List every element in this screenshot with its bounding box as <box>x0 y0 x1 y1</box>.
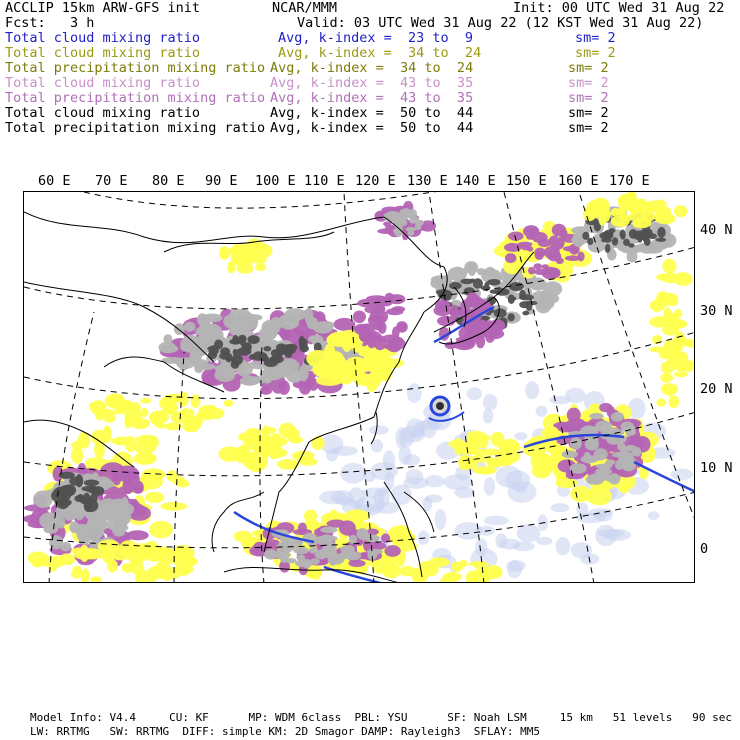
legend-smoothing: sm= 2 <box>568 90 609 106</box>
high-cloud-light-patch <box>264 549 277 560</box>
low-cloud-patch <box>158 546 170 557</box>
high-cloud-light-patch <box>584 431 597 443</box>
high-cloud-light-patch <box>602 463 611 471</box>
legend-row <box>5 76 740 91</box>
mid-cloud-patch <box>567 408 581 422</box>
latitude-label: 10 N <box>700 460 733 476</box>
high-cloud-light-patch <box>33 491 53 508</box>
high-cloud-light-patch <box>589 413 603 419</box>
legend-smoothing: sm= 2 <box>575 30 616 46</box>
legend-kindex-range: Avg, k-index = 43 to 35 <box>270 75 474 91</box>
latitude-label: 30 N <box>700 303 733 319</box>
light-blue-patch <box>495 533 507 548</box>
low-cloud-patch <box>112 437 133 446</box>
high-cloud-dark-patch <box>90 493 97 503</box>
high-cloud-light-patch <box>322 536 337 542</box>
legend-smoothing: sm= 2 <box>575 45 616 61</box>
low-cloud-patch <box>667 349 681 361</box>
high-cloud-light-patch <box>621 459 636 471</box>
high-cloud-dark-patch <box>84 480 99 487</box>
low-cloud-patch <box>382 564 401 578</box>
high-cloud-light-patch <box>626 248 640 254</box>
mid-cloud-patch <box>533 269 550 275</box>
light-blue-patch <box>326 449 338 462</box>
high-cloud-dark-patch <box>264 346 272 351</box>
low-cloud-patch <box>656 273 671 280</box>
high-cloud-dark-patch <box>231 360 240 369</box>
light-blue-patch <box>340 463 366 484</box>
low-cloud-patch <box>174 565 194 574</box>
longitude-label: 100 E <box>255 173 296 189</box>
legend-field-name: Total precipitation mixing ratio <box>5 60 266 76</box>
light-blue-patch <box>454 522 482 540</box>
low-cloud-patch <box>674 205 687 217</box>
low-cloud-patch <box>614 209 624 215</box>
high-cloud-dark-patch <box>599 232 613 240</box>
high-cloud-light-patch <box>197 313 207 326</box>
low-cloud-patch <box>468 561 489 567</box>
mid-cloud-patch <box>558 236 565 248</box>
low-cloud-patch <box>98 540 120 553</box>
high-cloud-dark-patch <box>487 279 500 285</box>
low-cloud-patch <box>205 405 217 415</box>
high-cloud-light-patch <box>262 375 271 383</box>
legend-smoothing: sm= 2 <box>568 60 609 76</box>
low-cloud-patch <box>543 456 556 472</box>
low-cloud-patch <box>72 566 82 575</box>
high-cloud-light-patch <box>49 535 63 549</box>
light-blue-patch <box>588 508 613 517</box>
mid-cloud-patch <box>327 520 346 528</box>
legend-row <box>5 31 740 46</box>
high-cloud-light-patch <box>593 448 607 460</box>
high-cloud-light-patch <box>417 220 424 226</box>
mid-cloud-patch <box>521 245 531 250</box>
low-cloud-patch <box>260 437 271 448</box>
low-cloud-patch <box>245 454 257 468</box>
mid-cloud-patch <box>374 335 387 350</box>
light-blue-patch <box>475 539 488 557</box>
forecast-label: Fcst: <box>5 15 46 31</box>
mid-cloud-patch <box>577 252 584 262</box>
light-blue-patch <box>483 394 498 411</box>
high-cloud-light-patch <box>230 309 251 319</box>
physics-info-line: LW: RRTMG SW: RRTMG DIFF: simple KM: 2D Smagor DAMP: Rayleigh3 SFLAY: MM5 <box>30 725 540 738</box>
low-cloud-patch <box>149 521 173 538</box>
low-cloud-patch <box>102 426 112 444</box>
low-cloud-patch <box>59 553 75 565</box>
legend-field-name: Total precipitation mixing ratio <box>5 120 266 136</box>
light-blue-patch <box>415 420 442 429</box>
longitude-label: 110 E <box>304 173 345 189</box>
high-cloud-dark-patch <box>623 239 630 246</box>
low-cloud-patch <box>140 398 151 404</box>
low-cloud-patch <box>344 510 371 522</box>
high-cloud-light-patch <box>349 535 358 544</box>
longitude-label: 160 E <box>558 173 599 189</box>
high-cloud-light-patch <box>295 560 305 566</box>
legend-field-name: Total precipitation mixing ratio <box>5 90 266 106</box>
low-cloud-patch <box>476 434 491 441</box>
low-cloud-patch <box>167 470 178 481</box>
model-info-line: Model Info: V4.4 CU: KF MP: WDM 6class PBL: YSU SF: Noah LSM 15 km 51 levels 90 sec <box>30 711 732 724</box>
low-cloud-patch <box>231 449 242 456</box>
high-cloud-dark-patch <box>253 351 264 360</box>
low-cloud-patch <box>618 194 631 208</box>
mid-cloud-patch <box>542 264 549 269</box>
low-cloud-patch <box>649 316 669 327</box>
high-cloud-light-patch <box>56 517 66 528</box>
mid-cloud-patch <box>298 523 307 534</box>
high-cloud-light-patch <box>280 556 288 563</box>
light-blue-patch <box>549 396 570 405</box>
low-cloud-patch <box>454 438 463 455</box>
high-cloud-light-patch <box>609 473 621 484</box>
high-cloud-light-patch <box>364 535 379 543</box>
low-cloud-patch <box>168 402 175 415</box>
low-cloud-patch <box>160 502 187 511</box>
low-cloud-patch <box>165 423 181 431</box>
light-blue-patch <box>369 425 389 434</box>
low-cloud-patch <box>249 242 266 249</box>
light-blue-patch <box>556 537 571 555</box>
low-cloud-patch <box>145 492 164 503</box>
high-cloud-dark-patch <box>522 311 529 316</box>
low-cloud-patch <box>32 557 43 567</box>
low-cloud-patch <box>327 363 347 375</box>
light-blue-patch <box>505 470 530 490</box>
low-cloud-patch <box>661 383 679 395</box>
high-cloud-light-patch <box>468 263 476 276</box>
low-cloud-patch <box>632 199 648 211</box>
high-cloud-dark-patch <box>473 278 483 288</box>
low-cloud-patch <box>237 255 246 269</box>
low-cloud-patch <box>323 351 344 362</box>
high-cloud-light-patch <box>159 342 177 354</box>
legend-row <box>5 106 740 121</box>
high-cloud-light-patch <box>307 317 319 330</box>
high-cloud-dark-patch <box>299 336 305 345</box>
low-cloud-patch <box>143 436 159 450</box>
high-cloud-dark-patch <box>494 308 507 317</box>
low-cloud-patch <box>279 423 296 438</box>
low-cloud-patch <box>674 272 693 286</box>
mid-cloud-patch <box>534 263 543 269</box>
light-blue-patch <box>484 477 495 495</box>
high-cloud-light-patch <box>405 227 416 232</box>
high-cloud-light-patch <box>589 426 605 431</box>
light-blue-patch <box>550 503 569 512</box>
high-cloud-light-patch <box>194 364 203 373</box>
low-cloud-patch <box>81 569 90 583</box>
mid-cloud-patch <box>132 484 144 494</box>
light-blue-patch <box>396 427 408 449</box>
high-cloud-dark-patch <box>64 484 76 496</box>
mid-cloud-patch <box>553 422 572 429</box>
high-cloud-light-patch <box>180 343 188 351</box>
low-cloud-patch <box>656 294 672 307</box>
longitude-label: 170 E <box>609 173 650 189</box>
high-cloud-dark-patch <box>612 237 618 246</box>
low-cloud-patch <box>103 413 116 422</box>
mid-cloud-patch <box>370 309 389 324</box>
high-cloud-light-patch <box>196 326 215 337</box>
mid-cloud-patch <box>353 311 366 324</box>
high-cloud-dark-patch <box>519 290 526 299</box>
low-cloud-patch <box>304 509 317 522</box>
high-cloud-dark-patch <box>507 313 514 321</box>
high-cloud-light-patch <box>69 521 79 533</box>
mid-cloud-patch <box>466 292 479 306</box>
light-blue-patch <box>370 462 398 480</box>
high-cloud-dark-patch <box>649 233 657 239</box>
legend-field-name: Total cloud mixing ratio <box>5 105 201 121</box>
light-blue-patch <box>513 542 535 552</box>
low-cloud-patch <box>418 567 428 580</box>
coastline <box>24 212 384 243</box>
low-cloud-patch <box>670 316 681 330</box>
low-cloud-patch <box>243 431 259 444</box>
high-cloud-light-patch <box>98 505 121 516</box>
light-blue-patch <box>671 469 693 480</box>
high-cloud-dark-patch <box>508 294 515 304</box>
light-blue-patch <box>536 537 552 545</box>
longitude-label: 70 E <box>95 173 128 189</box>
high-cloud-light-patch <box>339 552 352 560</box>
low-cloud-patch <box>656 399 666 407</box>
high-cloud-dark-patch <box>271 349 281 357</box>
mid-cloud-patch <box>505 253 517 263</box>
low-cloud-patch <box>487 458 507 466</box>
low-cloud-patch <box>311 436 324 450</box>
low-cloud-patch <box>176 480 190 488</box>
high-cloud-dark-patch <box>74 495 84 502</box>
low-cloud-patch <box>674 371 688 377</box>
high-cloud-dark-patch <box>233 349 238 356</box>
low-cloud-patch <box>140 408 148 417</box>
mid-cloud-patch <box>384 545 400 557</box>
institution-label: NCAR/MMM <box>272 0 338 16</box>
high-cloud-light-patch <box>44 525 59 534</box>
low-cloud-patch <box>669 395 680 408</box>
legend-row <box>5 121 740 136</box>
low-cloud-patch <box>474 467 493 474</box>
high-cloud-dark-patch <box>209 345 219 355</box>
valid-time: Valid: 03 UTC Wed 31 Aug 22 (12 KST Wed 31 Aug 22) <box>297 15 704 31</box>
legend-kindex-range: Avg, k-index = 50 to 44 <box>270 105 474 121</box>
low-cloud-patch <box>80 545 90 562</box>
low-cloud-patch <box>461 441 479 452</box>
light-blue-patch <box>484 516 509 526</box>
low-cloud-patch <box>288 437 303 444</box>
legend-row <box>5 91 740 106</box>
high-cloud-dark-patch <box>620 234 625 239</box>
mid-cloud-patch <box>559 229 567 237</box>
mid-cloud-patch <box>450 305 459 319</box>
longitude-label: 120 E <box>355 173 396 189</box>
legend-row <box>5 46 740 61</box>
high-cloud-dark-patch <box>655 238 666 242</box>
legend-smoothing: sm= 2 <box>568 105 609 121</box>
mid-cloud-patch <box>396 321 408 333</box>
high-cloud-light-patch <box>110 524 129 532</box>
light-blue-patch <box>467 387 482 400</box>
light-blue-patch <box>403 477 429 489</box>
light-blue-patch <box>525 381 539 399</box>
low-cloud-patch <box>90 576 102 583</box>
low-cloud-patch <box>130 418 150 429</box>
light-blue-patch <box>336 496 355 505</box>
low-cloud-patch <box>183 416 201 431</box>
low-cloud-patch <box>484 569 499 576</box>
high-cloud-dark-patch <box>657 227 665 238</box>
high-cloud-light-patch <box>184 322 195 332</box>
high-cloud-dark-patch <box>247 335 259 344</box>
forecast-hour: 3 h <box>70 15 95 31</box>
low-cloud-patch <box>633 219 641 228</box>
high-cloud-dark-patch <box>81 486 99 492</box>
high-cloud-light-patch <box>562 450 578 458</box>
high-cloud-light-patch <box>570 437 582 450</box>
low-cloud-patch <box>655 210 666 222</box>
mid-cloud-patch <box>387 342 401 352</box>
legend-field-name: Total cloud mixing ratio <box>5 45 201 61</box>
low-cloud-patch <box>661 361 675 373</box>
legend-kindex-range: Avg, k-index = 34 to 24 <box>278 45 482 61</box>
latitude-label: 0 <box>700 541 709 557</box>
low-cloud-patch <box>312 363 328 376</box>
longitude-label: 60 E <box>38 173 71 189</box>
cloud-mixing-ratio-map <box>24 192 695 583</box>
high-cloud-dark-patch <box>229 339 241 345</box>
light-blue-patch <box>454 487 474 498</box>
high-cloud-light-patch <box>320 527 337 533</box>
low-cloud-patch <box>115 408 126 415</box>
init-time: Init: 00 UTC Wed 31 Aug 22 <box>513 0 725 16</box>
high-cloud-light-patch <box>284 308 306 321</box>
high-cloud-light-patch <box>570 463 587 473</box>
longitude-label: 80 E <box>152 173 185 189</box>
light-blue-patch <box>483 409 494 424</box>
legend-smoothing: sm= 2 <box>568 120 609 136</box>
high-cloud-light-patch <box>547 298 554 305</box>
low-cloud-patch <box>387 526 407 545</box>
high-cloud-light-patch <box>611 412 624 422</box>
mid-cloud-patch <box>532 232 548 243</box>
low-cloud-patch <box>673 362 694 371</box>
legend-kindex-range: Avg, k-index = 43 to 35 <box>270 90 474 106</box>
high-cloud-light-patch <box>105 481 114 488</box>
latitude-label: 40 N <box>700 222 733 238</box>
low-cloud-patch <box>191 394 201 408</box>
typhoon-eye <box>436 402 444 410</box>
mid-cloud-patch <box>547 251 561 261</box>
high-cloud-dark-patch <box>605 244 610 253</box>
longitude-label: 150 E <box>506 173 547 189</box>
light-blue-patch <box>595 525 617 547</box>
low-cloud-patch <box>149 411 169 424</box>
low-cloud-patch <box>625 215 633 221</box>
high-cloud-light-patch <box>308 335 322 343</box>
high-cloud-light-patch <box>296 555 305 561</box>
high-cloud-dark-patch <box>638 230 650 240</box>
legend-field-name: Total cloud mixing ratio <box>5 30 201 46</box>
model-title: ACCLIP 15km ARW-GFS init <box>5 0 201 16</box>
light-blue-patch <box>435 509 447 530</box>
mid-cloud-patch <box>456 337 474 343</box>
low-cloud-patch <box>586 487 612 506</box>
longitude-label: 140 E <box>455 173 496 189</box>
mid-cloud-patch <box>354 324 370 335</box>
light-blue-patch <box>648 511 660 520</box>
map-panel <box>23 191 695 583</box>
high-cloud-light-patch <box>477 268 486 275</box>
mid-cloud-patch <box>535 250 544 260</box>
legend-kindex-range: Avg, k-index = 50 to 44 <box>270 120 474 136</box>
low-cloud-patch <box>142 468 166 481</box>
light-blue-patch <box>507 560 522 578</box>
legend-smoothing: sm= 2 <box>568 75 609 91</box>
high-cloud-dark-patch <box>582 232 589 240</box>
longitude-label: 90 E <box>205 173 238 189</box>
high-cloud-light-patch <box>245 319 258 330</box>
low-cloud-patch <box>585 205 603 214</box>
low-cloud-patch <box>119 540 138 557</box>
high-cloud-light-patch <box>240 376 260 386</box>
legend-row <box>5 61 740 76</box>
light-blue-patch <box>571 542 592 558</box>
high-cloud-light-patch <box>586 475 600 485</box>
light-blue-patch <box>536 406 548 417</box>
light-blue-patch <box>407 383 422 403</box>
low-cloud-patch <box>619 483 630 493</box>
low-cloud-patch <box>220 247 231 259</box>
legend-kindex-range: Avg, k-index = 23 to 9 <box>278 30 474 46</box>
low-cloud-patch <box>95 408 105 420</box>
high-cloud-dark-patch <box>300 345 309 353</box>
latitude-label: 20 N <box>700 381 733 397</box>
low-cloud-patch <box>133 452 156 464</box>
longitude-label: 130 E <box>407 173 448 189</box>
legend-field-name: Total cloud mixing ratio <box>5 75 201 91</box>
legend-kindex-range: Avg, k-index = 34 to 24 <box>270 60 474 76</box>
high-cloud-light-patch <box>315 550 328 560</box>
low-cloud-patch <box>502 445 521 452</box>
mid-cloud-patch <box>392 306 405 312</box>
low-cloud-patch <box>255 263 266 271</box>
low-cloud-patch <box>164 394 183 403</box>
light-blue-patch <box>403 454 420 465</box>
high-cloud-light-patch <box>121 497 129 513</box>
low-cloud-patch <box>662 259 676 273</box>
high-cloud-dark-patch <box>264 359 278 367</box>
low-cloud-patch <box>451 562 463 572</box>
high-cloud-dark-patch <box>286 344 297 351</box>
low-cloud-patch <box>227 261 236 273</box>
light-blue-patch <box>514 432 527 440</box>
low-cloud-patch <box>647 200 667 207</box>
high-cloud-dark-patch <box>220 347 230 356</box>
low-cloud-patch <box>224 400 234 407</box>
low-cloud-patch <box>660 373 673 383</box>
